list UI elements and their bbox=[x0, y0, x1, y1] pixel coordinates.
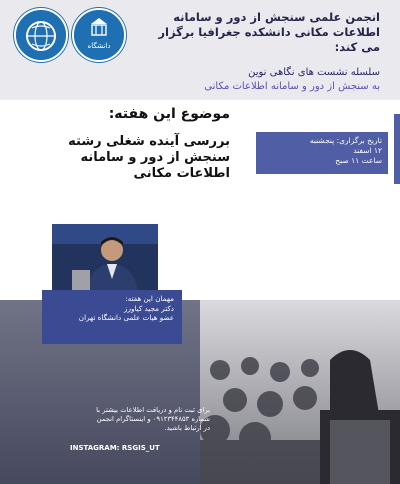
organizer-line-1: انجمن علمی سنجش از دور و سامانه bbox=[173, 10, 380, 24]
university-logo-text: دانشگاه bbox=[87, 42, 111, 50]
organizer-line-2: اطلاعات مکانی دانشکده جغرافیا برگزار bbox=[158, 25, 380, 39]
instagram-handle: INSTAGRAM: RSGIS_UT bbox=[70, 444, 160, 452]
organizer-heading bbox=[140, 10, 380, 55]
organizer-line-3: می کند: bbox=[334, 40, 380, 54]
guest-photo bbox=[52, 224, 158, 290]
topic-title bbox=[10, 134, 230, 182]
topic-label: موضوع این هفته: bbox=[108, 106, 230, 122]
event-date-line-1: تاریخ برگزاری: پنجشنبه bbox=[309, 136, 382, 145]
guest-info-box bbox=[42, 290, 182, 344]
event-date-line-2: ۱۲ اسفند bbox=[353, 146, 382, 155]
event-date-box bbox=[256, 132, 388, 174]
guest-name: دکتر مجید کیاورز bbox=[124, 303, 174, 313]
contact-line-3: در ارتباط باشید. bbox=[164, 424, 210, 432]
accent-bar bbox=[394, 114, 400, 184]
series-title: سلسله نشست های نگاهی نوین bbox=[248, 67, 380, 78]
globe-logo-icon bbox=[14, 8, 68, 62]
contact-line-2: شماره ۰۹۱۲۳۴۴۸۵۳ و اینستاگرام انجمن bbox=[96, 415, 210, 423]
event-time: ساعت ۱۱ صبح bbox=[335, 156, 382, 165]
topic-line-3: اطلاعات مکانی bbox=[133, 166, 230, 181]
series-subtitle: به سنجش از دور و سامانه اطلاعات مکانی bbox=[204, 81, 380, 92]
topic-line-1: بررسی آینده شغلی رشته bbox=[68, 134, 230, 149]
guest-affiliation: عضو هیات علمی دانشگاه تهران bbox=[78, 313, 174, 322]
guest-label: مهمان این هفته: bbox=[125, 294, 174, 303]
contact-line-1: برای ثبت نام و دریافت اطلاعات بیشتر با bbox=[96, 406, 210, 414]
university-logo-icon bbox=[72, 8, 126, 62]
topic-line-2: سنجش از دور و سامانه bbox=[80, 150, 230, 165]
